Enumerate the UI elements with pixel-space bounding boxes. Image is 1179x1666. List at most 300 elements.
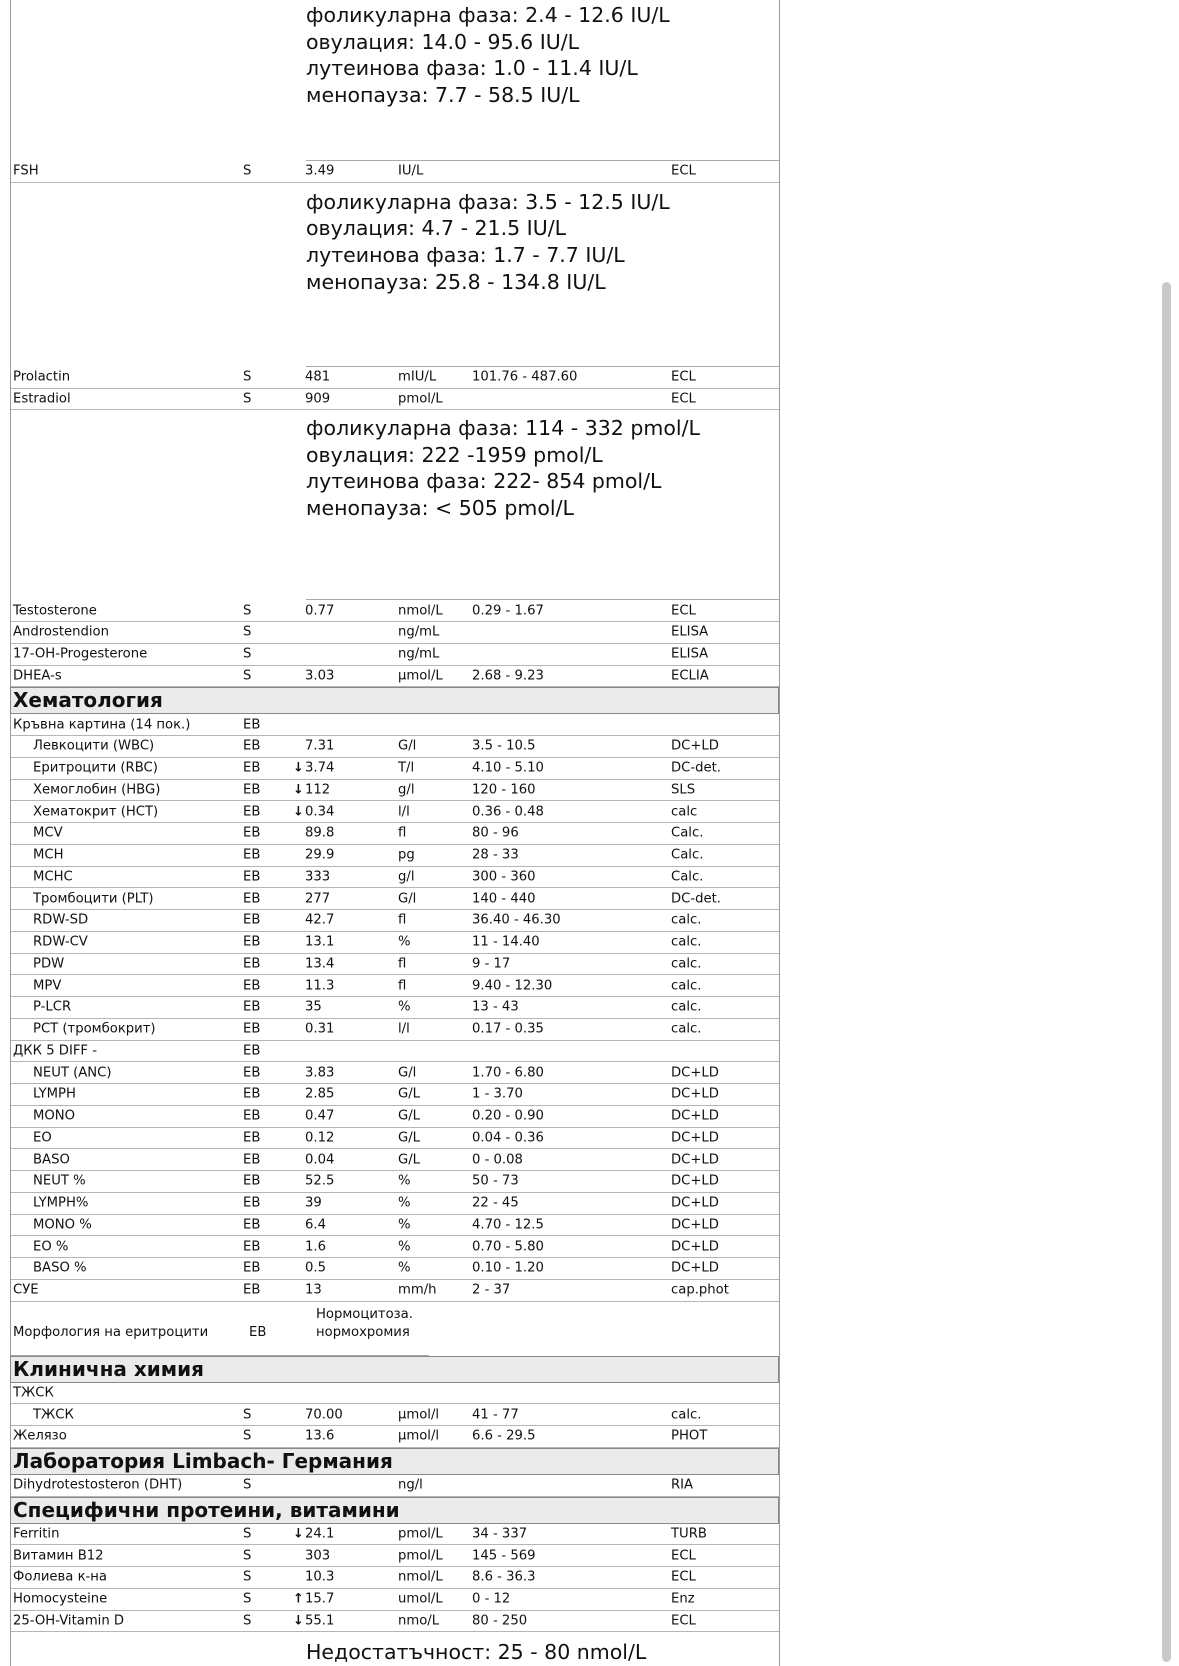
unit: % bbox=[398, 1239, 411, 1255]
sample-type: S bbox=[243, 624, 252, 640]
reference-range: 1 - 3.70 bbox=[472, 1086, 523, 1102]
result-value: 277 bbox=[305, 891, 331, 907]
result-value: 24.1 bbox=[305, 1526, 335, 1542]
method: Calc. bbox=[671, 825, 704, 841]
result-row bbox=[11, 845, 779, 867]
section-header: Хематология bbox=[10, 687, 779, 714]
result-value: 55.1 bbox=[305, 1613, 335, 1629]
sample-type: EB bbox=[243, 760, 261, 776]
reference-note bbox=[11, 1632, 779, 1666]
method: DC+LD bbox=[671, 738, 719, 754]
reference-range: 2 - 37 bbox=[472, 1282, 511, 1298]
unit: umol/L bbox=[398, 1591, 443, 1607]
reference-line: овулация: 4.7 - 21.5 IU/L bbox=[306, 216, 567, 241]
result-row bbox=[11, 997, 779, 1019]
result-row bbox=[11, 736, 779, 758]
sample-type: S bbox=[243, 603, 252, 619]
unit: % bbox=[398, 934, 411, 950]
result-value: 89.8 bbox=[305, 825, 335, 841]
test-name: Фолиева к-на bbox=[13, 1569, 108, 1585]
sample-type: S bbox=[243, 1569, 252, 1585]
sample-type: EB bbox=[243, 934, 261, 950]
reference-range: 0.04 - 0.36 bbox=[472, 1130, 544, 1146]
method: ECLIA bbox=[671, 668, 709, 684]
result-value: 13 bbox=[305, 1282, 322, 1298]
result-value: 0.12 bbox=[305, 1130, 335, 1146]
unit: fl bbox=[398, 978, 407, 994]
sample-type: EB bbox=[243, 956, 261, 972]
result-row bbox=[11, 954, 779, 976]
reference-range: 80 - 96 bbox=[472, 825, 519, 841]
test-name: MPV bbox=[33, 978, 62, 994]
sample-type: EB bbox=[243, 782, 261, 798]
method: calc bbox=[671, 804, 698, 820]
test-name: MCH bbox=[33, 847, 64, 863]
unit: g/l bbox=[398, 869, 415, 885]
method: ECL bbox=[671, 1569, 696, 1585]
lab-results-document bbox=[10, 0, 780, 1666]
test-name: RDW-SD bbox=[33, 912, 89, 928]
test-name: Тромбоцити (PLT) bbox=[33, 891, 154, 907]
method: calc. bbox=[671, 934, 702, 950]
arrow-down-icon: ↓ bbox=[293, 782, 304, 798]
unit: fl bbox=[398, 956, 407, 972]
method: calc. bbox=[671, 978, 702, 994]
method: DC+LD bbox=[671, 1108, 719, 1124]
reference-range: 6.6 - 29.5 bbox=[472, 1428, 536, 1444]
test-name: Морфология на еритроцити bbox=[13, 1324, 209, 1340]
method: DC+LD bbox=[671, 1130, 719, 1146]
result-row bbox=[11, 367, 779, 389]
unit: % bbox=[398, 1217, 411, 1233]
result-row bbox=[11, 714, 779, 736]
method: DC+LD bbox=[671, 1260, 719, 1276]
reference-range: 0.36 - 0.48 bbox=[472, 804, 544, 820]
reference-line: лутеинова фаза: 1.7 - 7.7 IU/L bbox=[306, 242, 625, 267]
reference-line: Недостатъчност: 25 - 80 nmol/L bbox=[306, 1640, 647, 1665]
method: ELISA bbox=[671, 624, 709, 640]
reference-range: 8.6 - 36.3 bbox=[472, 1569, 536, 1585]
sample-type: S bbox=[243, 391, 252, 407]
unit: IU/L bbox=[398, 163, 424, 179]
sample-type: EB bbox=[243, 804, 261, 820]
test-name: Androstendion bbox=[13, 624, 109, 640]
result-row bbox=[11, 1106, 779, 1128]
result-value: 13.1 bbox=[305, 934, 335, 950]
sample-type: S bbox=[243, 1548, 252, 1564]
sample-type: EB bbox=[243, 999, 261, 1015]
sample-type: EB bbox=[243, 912, 261, 928]
method: RIA bbox=[671, 1477, 694, 1493]
method: ECL bbox=[671, 163, 696, 179]
result-value: 13.6 bbox=[305, 1428, 335, 1444]
test-name: Testosterone bbox=[13, 603, 97, 619]
reference-range: 4.70 - 12.5 bbox=[472, 1217, 544, 1233]
result-value: 7.31 bbox=[305, 738, 335, 754]
reference-note bbox=[11, 183, 779, 367]
result-row bbox=[11, 1128, 779, 1150]
reference-range: 0.20 - 0.90 bbox=[472, 1108, 544, 1124]
reference-line: овулация: 14.0 - 95.6 IU/L bbox=[306, 29, 580, 54]
unit: T/l bbox=[398, 760, 415, 776]
sample-type: S bbox=[243, 369, 252, 385]
sample-type: EB bbox=[243, 738, 261, 754]
result-value: 0.31 bbox=[305, 1021, 335, 1037]
unit: pmol/L bbox=[398, 391, 443, 407]
reference-range: 0 - 0.08 bbox=[472, 1152, 523, 1168]
reference-lines bbox=[306, 415, 700, 521]
result-value: 3.49 bbox=[305, 163, 335, 179]
method: ECL bbox=[671, 1613, 696, 1629]
reference-range: 3.5 - 10.5 bbox=[472, 738, 536, 754]
result-value: 13.4 bbox=[305, 956, 335, 972]
sample-type: EB bbox=[243, 1130, 261, 1146]
method: calc. bbox=[671, 1407, 702, 1423]
result-row bbox=[11, 801, 779, 823]
result-value: 3.83 bbox=[305, 1065, 335, 1081]
sample-type: EB bbox=[243, 891, 261, 907]
unit: G/L bbox=[398, 1086, 421, 1102]
reference-line: фоликуларна фаза: 114 - 332 pmol/L bbox=[306, 416, 700, 441]
test-name: ТЖСК bbox=[33, 1407, 74, 1423]
result-value: 333 bbox=[305, 869, 331, 885]
result-row bbox=[11, 161, 779, 183]
method: DC+LD bbox=[671, 1195, 719, 1211]
test-name: EO bbox=[33, 1130, 52, 1146]
sample-type: EB bbox=[243, 1239, 261, 1255]
result-value: 29.9 bbox=[305, 847, 335, 863]
unit: % bbox=[398, 1260, 411, 1276]
unit: µmol/L bbox=[398, 668, 443, 684]
unit: nmol/L bbox=[398, 603, 443, 619]
reference-line: лутеинова фаза: 222- 854 pmol/L bbox=[306, 469, 662, 494]
reference-range: 9.40 - 12.30 bbox=[472, 978, 553, 994]
unit: G/L bbox=[398, 1108, 421, 1124]
arrow-down-icon: ↓ bbox=[293, 1613, 304, 1629]
result-row bbox=[11, 932, 779, 954]
test-name: MONO % bbox=[33, 1217, 92, 1233]
result-row bbox=[11, 1404, 779, 1426]
test-name: MCHC bbox=[33, 869, 73, 885]
result-row bbox=[11, 1171, 779, 1193]
result-row bbox=[11, 867, 779, 889]
method: calc. bbox=[671, 1021, 702, 1037]
method: PHOT bbox=[671, 1428, 708, 1444]
reference-range: 0 - 12 bbox=[472, 1591, 511, 1607]
result-row bbox=[11, 1567, 779, 1589]
result-row bbox=[11, 758, 779, 780]
result-value: 1.6 bbox=[305, 1239, 326, 1255]
result-row bbox=[11, 1545, 779, 1567]
result-value: 0.04 bbox=[305, 1152, 335, 1168]
test-name: P-LCR bbox=[33, 999, 72, 1015]
sample-type: EB bbox=[243, 1043, 261, 1059]
test-name: 17-OH-Progesterone bbox=[13, 646, 148, 662]
sample-type: S bbox=[243, 1526, 252, 1542]
result-value: 3.74 bbox=[305, 760, 335, 776]
method: calc. bbox=[671, 956, 702, 972]
reference-range: 101.76 - 487.60 bbox=[472, 369, 578, 385]
result-value: 481 bbox=[305, 369, 331, 385]
result-value: 112 bbox=[305, 782, 331, 798]
unit: µmol/l bbox=[398, 1407, 440, 1423]
unit: % bbox=[398, 999, 411, 1015]
test-name: Еритроцити (RBC) bbox=[33, 760, 158, 776]
unit: pmol/L bbox=[398, 1548, 443, 1564]
unit: l/l bbox=[398, 804, 410, 820]
result-row bbox=[11, 622, 779, 644]
test-name: Ferritin bbox=[13, 1526, 60, 1542]
sample-type: EB bbox=[243, 1108, 261, 1124]
reference-range: 34 - 337 bbox=[472, 1526, 528, 1542]
result-value: 909 bbox=[305, 391, 331, 407]
test-name: ТЖСК bbox=[13, 1385, 54, 1401]
reference-line: фоликуларна фаза: 2.4 - 12.6 IU/L bbox=[306, 3, 670, 27]
sample-type: S bbox=[243, 1407, 252, 1423]
reference-range: 0.29 - 1.67 bbox=[472, 603, 544, 619]
reference-range: 1.70 - 6.80 bbox=[472, 1065, 544, 1081]
method: DC+LD bbox=[671, 1239, 719, 1255]
test-name: NEUT % bbox=[33, 1173, 86, 1189]
result-row bbox=[11, 1041, 779, 1063]
reference-range: 50 - 73 bbox=[472, 1173, 519, 1189]
result-value: 70.00 bbox=[305, 1407, 343, 1423]
method: TURB bbox=[671, 1526, 707, 1542]
reference-range: 145 - 569 bbox=[472, 1548, 536, 1564]
result-row bbox=[11, 1589, 779, 1611]
result-row bbox=[11, 389, 779, 411]
test-name: Dihydrotestosteron (DHT) bbox=[13, 1477, 183, 1493]
test-name: СУЕ bbox=[13, 1282, 39, 1298]
result-row bbox=[11, 1280, 779, 1302]
sample-type: EB bbox=[243, 1195, 261, 1211]
sample-type: EB bbox=[243, 978, 261, 994]
reference-range: 41 - 77 bbox=[472, 1407, 519, 1423]
reference-note bbox=[11, 410, 779, 600]
arrow-down-icon: ↓ bbox=[293, 1526, 304, 1542]
result-value: 3.03 bbox=[305, 668, 335, 684]
result-row bbox=[11, 1193, 779, 1215]
test-name: Homocysteine bbox=[13, 1591, 108, 1607]
sample-type: EB bbox=[243, 825, 261, 841]
reference-range: 300 - 360 bbox=[472, 869, 536, 885]
result-row bbox=[11, 1611, 779, 1633]
test-name: NEUT (ANC) bbox=[33, 1065, 112, 1081]
method: Calc. bbox=[671, 847, 704, 863]
result-value: 39 bbox=[305, 1195, 322, 1211]
method: SLS bbox=[671, 782, 696, 798]
arrow-down-icon: ↓ bbox=[293, 804, 304, 820]
unit: l/l bbox=[398, 1021, 410, 1037]
result-row bbox=[11, 600, 779, 622]
test-name: Желязо bbox=[13, 1428, 67, 1444]
result-value: 303 bbox=[305, 1548, 331, 1564]
result-row-morphology bbox=[11, 1302, 779, 1356]
method: cap.phot bbox=[671, 1282, 729, 1298]
sample-type: EB bbox=[243, 717, 261, 733]
reference-range: 11 - 14.40 bbox=[472, 934, 540, 950]
sample-type: S bbox=[243, 163, 252, 179]
reference-line: менопауза: 25.8 - 134.8 IU/L bbox=[306, 269, 606, 294]
result-value: 0.47 bbox=[305, 1108, 335, 1124]
test-name: FSH bbox=[13, 163, 39, 179]
reference-range: 140 - 440 bbox=[472, 891, 536, 907]
result-row bbox=[11, 910, 779, 932]
unit: mm/h bbox=[398, 1282, 437, 1298]
reference-lines bbox=[306, 2, 670, 108]
unit: ng/mL bbox=[398, 624, 440, 640]
sample-type: S bbox=[243, 646, 252, 662]
test-name: 25-OH-Vitamin D bbox=[13, 1613, 125, 1629]
sample-type: EB bbox=[249, 1324, 267, 1340]
result-value: 42.7 bbox=[305, 912, 335, 928]
result-value: 52.5 bbox=[305, 1173, 335, 1189]
test-name: Витамин B12 bbox=[13, 1548, 104, 1564]
test-name: EO % bbox=[33, 1239, 69, 1255]
method: DC+LD bbox=[671, 1152, 719, 1168]
unit: nmol/L bbox=[398, 1569, 443, 1585]
result-row bbox=[11, 975, 779, 997]
unit: nmo/L bbox=[398, 1613, 440, 1629]
result-row bbox=[11, 1426, 779, 1448]
test-name: LYMPH% bbox=[33, 1195, 89, 1211]
test-name: Estradiol bbox=[13, 391, 71, 407]
unit: G/l bbox=[398, 1065, 417, 1081]
sample-type: EB bbox=[243, 1021, 261, 1037]
test-name: Хематокрит (HCT) bbox=[33, 804, 159, 820]
method: calc. bbox=[671, 912, 702, 928]
test-name: MONO bbox=[33, 1108, 76, 1124]
sample-type: EB bbox=[243, 1086, 261, 1102]
reference-range: 80 - 250 bbox=[472, 1613, 528, 1629]
unit: g/l bbox=[398, 782, 415, 798]
method: DC-det. bbox=[671, 760, 721, 776]
test-name: Хемоглобин (HBG) bbox=[33, 782, 161, 798]
test-name: Prolactin bbox=[13, 369, 71, 385]
result-row bbox=[11, 780, 779, 802]
test-name: PDW bbox=[33, 956, 65, 972]
result-row bbox=[11, 1258, 779, 1280]
sample-type: EB bbox=[243, 1282, 261, 1298]
result-row bbox=[11, 1236, 779, 1258]
test-name: RDW-CV bbox=[33, 934, 88, 950]
reference-range: 120 - 160 bbox=[472, 782, 536, 798]
unit: fl bbox=[398, 912, 407, 928]
result-row bbox=[11, 1524, 779, 1546]
arrow-down-icon: ↓ bbox=[293, 760, 304, 776]
sample-type: S bbox=[243, 1613, 252, 1629]
reference-line: менопауза: 7.7 - 58.5 IU/L bbox=[306, 82, 580, 107]
result-value: 6.4 bbox=[305, 1217, 326, 1233]
method: ECL bbox=[671, 603, 696, 619]
result-row bbox=[11, 1475, 779, 1497]
result-value: 0.77 bbox=[305, 603, 335, 619]
result-row bbox=[11, 1215, 779, 1237]
sample-type: S bbox=[243, 1591, 252, 1607]
result-row bbox=[11, 644, 779, 666]
section-header: Специфични протеини, витамини bbox=[10, 1497, 779, 1524]
reference-lines bbox=[306, 189, 670, 295]
test-name: BASO % bbox=[33, 1260, 87, 1276]
unit: fl bbox=[398, 825, 407, 841]
test-name: DHEA-s bbox=[13, 668, 62, 684]
result-row bbox=[11, 1062, 779, 1084]
sample-type: EB bbox=[243, 1260, 261, 1276]
method: DC+LD bbox=[671, 1217, 719, 1233]
sample-type: EB bbox=[243, 1217, 261, 1233]
result-row bbox=[11, 1149, 779, 1171]
sample-type: EB bbox=[243, 847, 261, 863]
unit: ng/l bbox=[398, 1477, 423, 1493]
arrow-up-icon: ↑ bbox=[293, 1591, 304, 1607]
sample-type: EB bbox=[243, 1173, 261, 1189]
unit: µmol/l bbox=[398, 1428, 440, 1444]
sample-type: S bbox=[243, 1428, 252, 1444]
reference-range: 22 - 45 bbox=[472, 1195, 519, 1211]
unit: % bbox=[398, 1173, 411, 1189]
reference-range: 0.10 - 1.20 bbox=[472, 1260, 544, 1276]
method: ECL bbox=[671, 391, 696, 407]
result-row bbox=[11, 888, 779, 910]
result-value: Нормоцитоза. нормохромия bbox=[316, 1306, 413, 1340]
method: calc. bbox=[671, 999, 702, 1015]
result-value: 35 bbox=[305, 999, 322, 1015]
method: ELISA bbox=[671, 646, 709, 662]
result-value: 10.3 bbox=[305, 1569, 335, 1585]
reference-lines bbox=[306, 1639, 646, 1666]
test-name: Левкоцити (WBC) bbox=[33, 738, 155, 754]
method: DC+LD bbox=[671, 1086, 719, 1102]
result-row bbox=[11, 1383, 779, 1405]
unit: G/l bbox=[398, 891, 417, 907]
sample-type: EB bbox=[243, 1152, 261, 1168]
test-name: ДКК 5 DIFF - bbox=[13, 1043, 97, 1059]
sample-type: EB bbox=[243, 1065, 261, 1081]
unit: pg bbox=[398, 847, 415, 863]
reference-range: 36.40 - 46.30 bbox=[472, 912, 561, 928]
test-name: PCT (тромбокрит) bbox=[33, 1021, 156, 1037]
method: DC-det. bbox=[671, 891, 721, 907]
reference-range: 13 - 43 bbox=[472, 999, 519, 1015]
sample-type: S bbox=[243, 668, 252, 684]
scrollbar-thumb[interactable] bbox=[1162, 282, 1171, 1662]
unit: % bbox=[398, 1195, 411, 1211]
result-row bbox=[11, 666, 779, 688]
result-value: 15.7 bbox=[305, 1591, 335, 1607]
unit: G/L bbox=[398, 1152, 421, 1168]
test-name: MCV bbox=[33, 825, 63, 841]
result-row bbox=[11, 1084, 779, 1106]
reference-range: 4.10 - 5.10 bbox=[472, 760, 544, 776]
test-name: Кръвна картина (14 пок.) bbox=[13, 717, 191, 733]
reference-range: 0.70 - 5.80 bbox=[472, 1239, 544, 1255]
result-value: 11.3 bbox=[305, 978, 335, 994]
sample-type: S bbox=[243, 1477, 252, 1493]
result-row bbox=[11, 1019, 779, 1041]
result-value: 2.85 bbox=[305, 1086, 335, 1102]
reference-range: 28 - 33 bbox=[472, 847, 519, 863]
method: ECL bbox=[671, 1548, 696, 1564]
reference-line: фоликуларна фаза: 3.5 - 12.5 IU/L bbox=[306, 189, 670, 214]
unit: pmol/L bbox=[398, 1526, 443, 1542]
reference-line: лутеинова фаза: 1.0 - 11.4 IU/L bbox=[306, 56, 638, 81]
result-value: 0.5 bbox=[305, 1260, 326, 1276]
result-row bbox=[11, 823, 779, 845]
method: Calc. bbox=[671, 869, 704, 885]
unit: ng/mL bbox=[398, 646, 440, 662]
section-header: Лаборатория Limbach- Германия bbox=[10, 1448, 779, 1475]
unit: G/l bbox=[398, 738, 417, 754]
